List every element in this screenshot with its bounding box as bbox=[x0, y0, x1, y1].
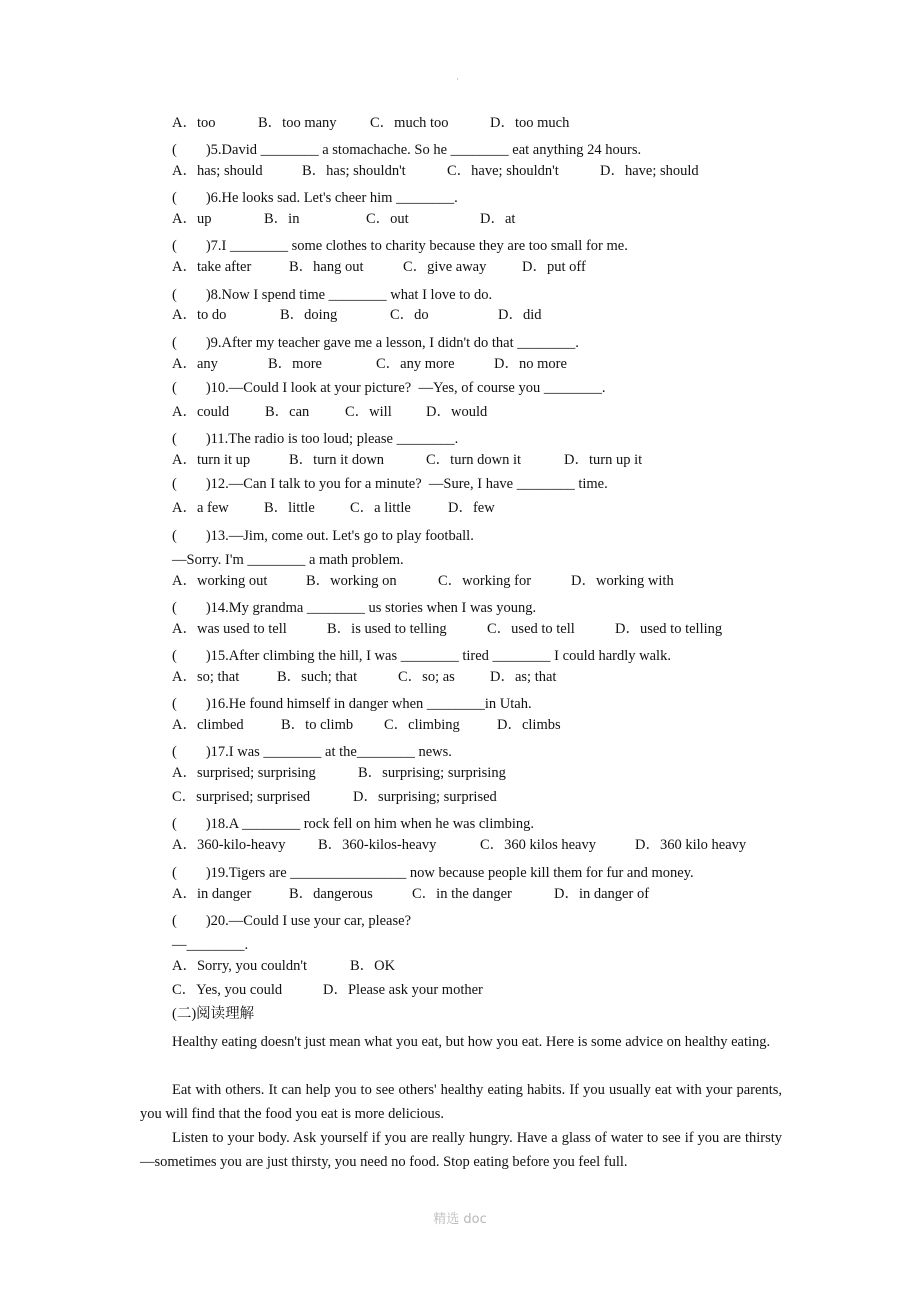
option-a: A．was used to tell bbox=[172, 621, 287, 637]
option-c: C．have; shouldn't bbox=[447, 163, 559, 179]
option-a: A．has; should bbox=[172, 163, 263, 179]
option-a: A．in danger bbox=[172, 886, 252, 902]
option-b: B．too many bbox=[258, 115, 337, 131]
question-stem: ( )17.I was ________ at the________ news. bbox=[172, 744, 452, 760]
option-a: A．360-kilo-heavy bbox=[172, 837, 286, 853]
option-b: B．360-kilos-heavy bbox=[318, 837, 437, 853]
option-b: B．working on bbox=[306, 573, 397, 589]
option-d: D．surprising; surprised bbox=[353, 789, 497, 805]
option-b: B．little bbox=[264, 500, 315, 516]
question-stem: ( )15.After climbing the hill, I was ________ tired ________ I could hardly walk. bbox=[172, 648, 671, 664]
option-b: B．more bbox=[268, 356, 322, 372]
option-c: C．Yes, you could bbox=[172, 982, 283, 998]
option-a: A．climbed bbox=[172, 717, 244, 733]
section-title: (二)阅读理解 bbox=[172, 1006, 255, 1022]
option-a: A．any bbox=[172, 356, 218, 372]
option-c: C．a little bbox=[350, 500, 411, 516]
option-a: A．turn it up bbox=[172, 452, 251, 468]
option-d: D．too much bbox=[490, 115, 570, 131]
option-a: A．Sorry, you couldn't bbox=[172, 958, 307, 974]
option-c: C．give away bbox=[403, 259, 487, 275]
option-c: C．working for bbox=[438, 573, 532, 589]
option-b: B．dangerous bbox=[289, 886, 373, 902]
option-d: D．did bbox=[498, 307, 542, 323]
option-a: A．so; that bbox=[172, 669, 240, 685]
option-d: D．put off bbox=[522, 259, 586, 275]
option-c: C．surprised; surprised bbox=[172, 789, 311, 805]
question-stem: ( )7.I ________ some clothes to charity because they are too small for me. bbox=[172, 238, 628, 254]
option-d: D．360 kilo heavy bbox=[635, 837, 747, 853]
reading-paragraph: Listen to your body. Ask yourself if you are really hungry. Have a glass of water to see if you are thirsty—sometimes you are just thirsty, you need no food. Stop eating before you feel full. bbox=[140, 1130, 782, 1170]
option-b: B．is used to telling bbox=[327, 621, 447, 637]
option-a: A．take after bbox=[172, 259, 252, 275]
option-d: D．few bbox=[448, 500, 495, 516]
option-b: B．such; that bbox=[277, 669, 358, 685]
option-b: B．OK bbox=[350, 958, 396, 974]
option-d: D．as; that bbox=[490, 669, 557, 685]
option-a: A．to do bbox=[172, 307, 227, 323]
question-stem: ( )18.A ________ rock fell on him when he was climbing. bbox=[172, 816, 535, 832]
question-stem: ( )14.My grandma ________ us stories when I was young. bbox=[172, 600, 537, 616]
option-d: D．would bbox=[426, 404, 488, 420]
option-c: C．out bbox=[366, 211, 409, 227]
option-c: C．360 kilos heavy bbox=[480, 837, 596, 853]
option-b: B．to climb bbox=[281, 717, 354, 733]
question-stem: ( )8.Now I spend time ________ what I love to do. bbox=[172, 287, 493, 303]
page-footer: 精选 doc bbox=[433, 1212, 487, 1227]
option-c: C．much too bbox=[370, 115, 449, 131]
question-stem: ( )10.—Could I look at your picture? —Yes, of course you ________. bbox=[172, 380, 606, 396]
option-a: A．up bbox=[172, 211, 212, 227]
question-stem: ( )12.—Can I talk to you for a minute? —Sure, I have ________ time. bbox=[172, 476, 608, 492]
question-stem-reply: —________. bbox=[172, 937, 249, 953]
question-stem-reply: —Sorry. I'm ________ a math problem. bbox=[172, 552, 404, 568]
option-d: D．working with bbox=[571, 573, 674, 589]
question-stem: ( )11.The radio is too loud; please ________. bbox=[172, 431, 459, 447]
question-stem: ( )20.—Could I use your car, please? bbox=[172, 913, 412, 929]
option-c: C．turn down it bbox=[426, 452, 522, 468]
option-a: A．too bbox=[172, 115, 216, 131]
option-b: B．can bbox=[265, 404, 310, 420]
option-c: C．do bbox=[390, 307, 429, 323]
option-c: C．used to tell bbox=[487, 621, 575, 637]
question-stem: ( )16.He found himself in danger when ________in Utah. bbox=[172, 696, 532, 712]
option-b: B．turn it down bbox=[289, 452, 385, 468]
option-d: D．climbs bbox=[497, 717, 561, 733]
option-b: B．in bbox=[264, 211, 300, 227]
option-c: C．will bbox=[345, 404, 392, 420]
header-mark: · bbox=[456, 74, 459, 84]
option-a: A．surprised; surprising bbox=[172, 765, 316, 781]
option-d: D．in danger of bbox=[554, 886, 650, 902]
option-b: B．doing bbox=[280, 307, 338, 323]
option-b: B．surprising; surprising bbox=[358, 765, 506, 781]
option-a: A．a few bbox=[172, 500, 229, 516]
option-b: B．has; shouldn't bbox=[302, 163, 406, 179]
reading-paragraph: Eat with others. It can help you to see others' healthy eating habits. If you usually eat with your parents, you will find that the food you eat is more delicious. bbox=[140, 1082, 782, 1122]
question-stem: ( )6.He looks sad. Let's cheer him ________. bbox=[172, 190, 458, 206]
option-c: C．in the danger bbox=[412, 886, 512, 902]
option-d: D．no more bbox=[494, 356, 567, 372]
option-c: C．so; as bbox=[398, 669, 455, 685]
option-a: A．working out bbox=[172, 573, 268, 589]
reading-paragraph: Healthy eating doesn't just mean what you eat, but how you eat. Here is some advice on healthy eating. bbox=[172, 1034, 771, 1050]
question-stem: ( )19.Tigers are ________________ now because people kill them for fur and money. bbox=[172, 865, 694, 881]
question-stem: ( )9.After my teacher gave me a lesson, I didn't do that ________. bbox=[172, 335, 579, 351]
option-d: D．have; should bbox=[600, 163, 699, 179]
option-d: D．at bbox=[480, 211, 516, 227]
question-stem: ( )13.—Jim, come out. Let's go to play football. bbox=[172, 528, 474, 544]
option-b: B．hang out bbox=[289, 259, 364, 275]
option-a: A．could bbox=[172, 404, 230, 420]
option-d: D．turn up it bbox=[564, 452, 643, 468]
option-d: D．used to telling bbox=[615, 621, 723, 637]
option-c: C．climbing bbox=[384, 717, 460, 733]
question-stem: ( )5.David ________ a stomachache. So he ________ eat anything 24 hours. bbox=[172, 142, 642, 158]
option-c: C．any more bbox=[376, 356, 455, 372]
option-d: D．Please ask your mother bbox=[323, 982, 483, 998]
